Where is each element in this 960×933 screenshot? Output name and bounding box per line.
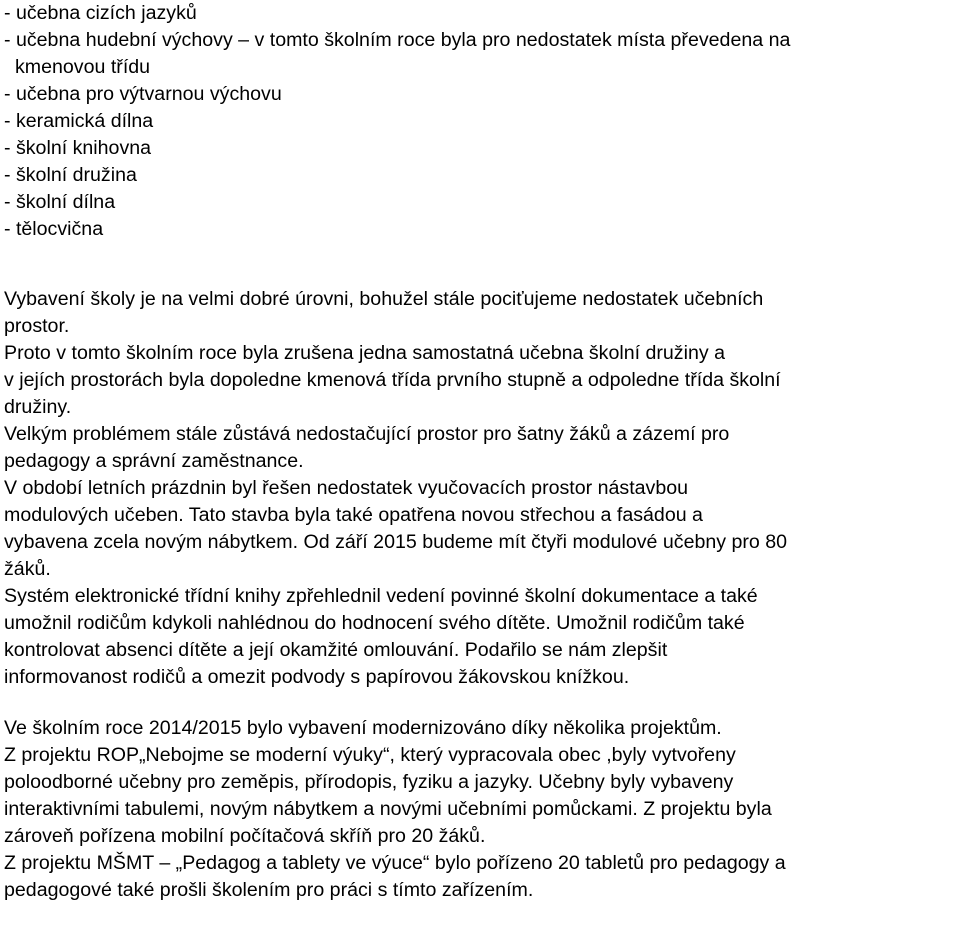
text-line: informovanost rodičů a omezit podvody s papírovou žákovskou knížkou. <box>4 666 630 688</box>
text-line: žáků. <box>4 558 51 580</box>
list-item: - tělocvična <box>4 218 104 240</box>
text-line: Z projektu MŠMT – „Pedagog a tablety ve výuce“ bylo pořízeno 20 tabletů pro pedagogy a <box>4 852 786 874</box>
list-item: - keramická dílna <box>4 110 154 132</box>
text-line: Vybavení školy je na velmi dobré úrovni, bohužel stále pociťujeme nedostatek učebních <box>4 288 764 310</box>
list-item: - učebna cizích jazyků <box>4 2 197 24</box>
text-line: vybavena zcela novým nábytkem. Od září 2015 budeme mít čtyři modulové učebny pro 80 <box>4 531 788 553</box>
text-line: Proto v tomto školním roce byla zrušena jedna samostatná učebna školní družiny a <box>4 342 725 364</box>
text-line: Systém elektronické třídní knihy zpřehlednil vedení povinné školní dokumentace a také <box>4 585 758 607</box>
list-item: - učebna pro výtvarnou výchovu <box>4 83 282 105</box>
text-line: interaktivními tabulemi, novým nábytkem a novými učebními pomůckami. Z projektu byla <box>4 798 772 820</box>
text-line: prostor. <box>4 315 70 337</box>
document-page <box>4 0 956 904</box>
text-line: družiny. <box>4 396 72 418</box>
list-item: - školní družina <box>4 164 137 186</box>
list-item: - školní dílna <box>4 191 116 213</box>
text-line: modulových učeben. Tato stavba byla také opatřena novou střechou a fasádou a <box>4 504 703 526</box>
text-line: Z projektu ROP„Nebojme se moderní výuky“, který vypracovala obec ,byly vytvořeny <box>4 744 736 766</box>
text-line: zároveň pořízena mobilní počítačová skříň pro 20 žáků. <box>4 825 486 847</box>
list-item: - učebna hudební výchovy – v tomto školním roce byla pro nedostatek místa převedena na <box>4 29 791 51</box>
paragraph-spacer <box>4 243 956 286</box>
equipment-paragraph <box>4 286 956 691</box>
text-line: pedagogové také prošli školením pro práci s tímto zařízením. <box>4 879 534 901</box>
text-line: poloodborné učebny pro zeměpis, přírodopis, fyziku a jazyky. Učebny byly vybaveny <box>4 771 734 793</box>
paragraph-spacer <box>4 691 956 715</box>
text-line: v jejích prostorách byla dopoledne kmenová třída prvního stupně a odpoledne třída školní <box>4 369 781 391</box>
text-line: Ve školním roce 2014/2015 bylo vybavení modernizováno díky několika projektům. <box>4 717 722 739</box>
projects-paragraph <box>4 715 956 904</box>
text-line: Velkým problémem stále zůstává nedostačující prostor pro šatny žáků a zázemí pro <box>4 423 730 445</box>
list-item-continuation: kmenovou třídu <box>15 56 151 78</box>
text-line: V období letních prázdnin byl řešen nedostatek vyučovacích prostor nástavbou <box>4 477 689 499</box>
text-line: umožnil rodičům kdykoli nahlédnou do hodnocení svého dítěte. Umožnil rodičům také <box>4 612 745 634</box>
text-line: kontrolovat absenci dítěte a její okamžité omlouvání. Podařilo se nám zlepšit <box>4 639 668 661</box>
list-item: - školní knihovna <box>4 137 152 159</box>
facilities-list <box>4 0 956 243</box>
text-line: pedagogy a správní zaměstnance. <box>4 450 304 472</box>
